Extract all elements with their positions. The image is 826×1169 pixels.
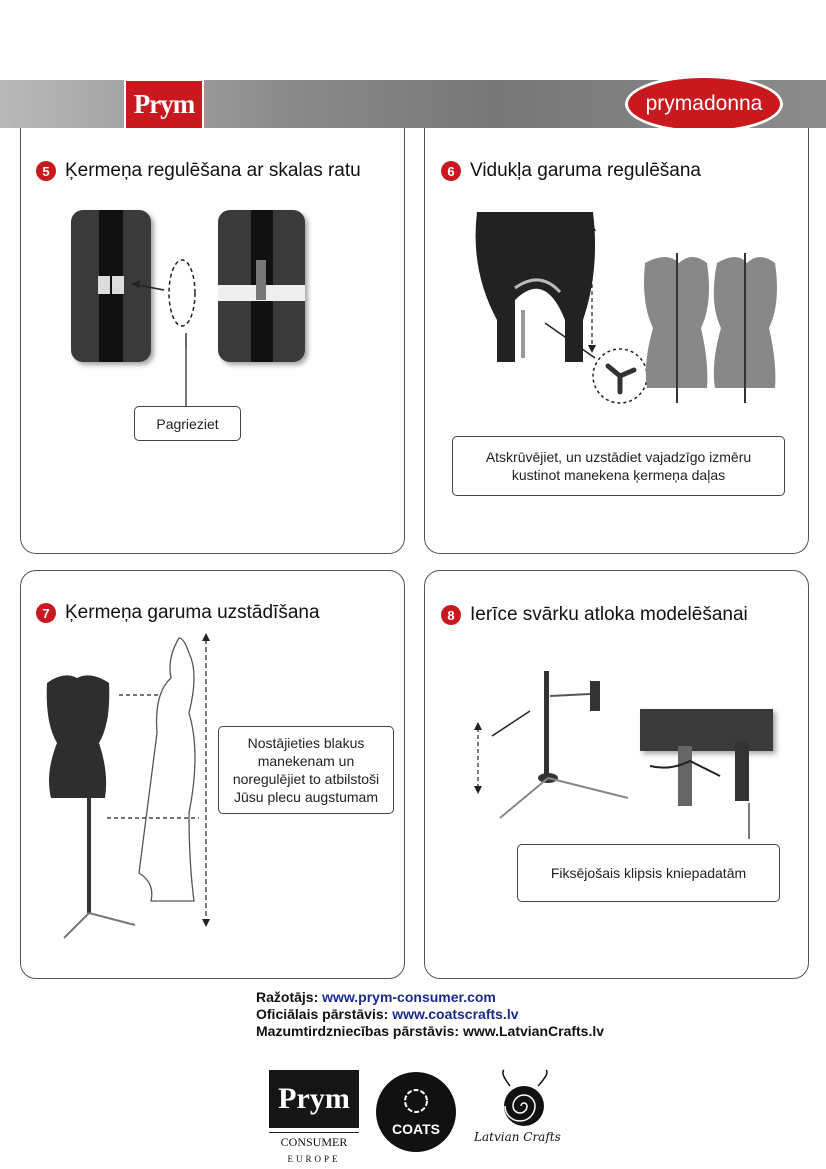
retail-link[interactable]: www.LatvianCrafts.lv: [462, 1023, 605, 1039]
rotate-label: Pagrieziet: [134, 406, 241, 441]
clip-detail-illustration: [650, 741, 760, 811]
unscrew-label-line1: Atskrūvējiet, un uzstādiet vajadzīgo izmēru: [485, 449, 752, 465]
coats-logo: [376, 1072, 456, 1152]
stand-next-line3: noregulējiet to atbilstoši: [232, 771, 380, 787]
latvian-crafts-logo: [470, 1068, 590, 1158]
unscrew-label-line2: kustinot manekena ķermeņa daļas: [511, 467, 726, 483]
step-7-heading: [36, 602, 320, 624]
prymadonna-logo: prymadonna: [625, 75, 783, 133]
representative-line: [256, 1006, 604, 1023]
representative-link[interactable]: www.coatscrafts.lv: [392, 1006, 519, 1022]
prym-logo: Prym: [124, 79, 204, 130]
manufacturer-link[interactable]: www.prym-consumer.com: [322, 989, 496, 1005]
panel-step-6: [424, 128, 809, 554]
leader-line: [747, 803, 751, 839]
prym-europe-text: EUROPE: [287, 1154, 341, 1164]
step-5-title: Ķermeņa regulēšana ar skalas ratu: [65, 160, 361, 181]
stand-next-label: [218, 726, 394, 814]
step-8-badge: 8: [441, 605, 461, 625]
step-7-badge: 7: [36, 603, 56, 623]
step-8-heading: [441, 604, 748, 626]
manufacturer-line: [256, 989, 604, 1006]
dial-photo-scale: [218, 210, 305, 362]
latvian-crafts-text: Latvian Crafts: [474, 1130, 561, 1144]
body-length-illustration: [39, 633, 219, 943]
retail-line: [256, 1023, 604, 1040]
step-7-title: Ķermeņa garuma uzstādīšana: [65, 602, 320, 623]
height-arrow-icon: [196, 633, 216, 928]
leader-line: [184, 333, 188, 408]
prym-consumer-logo: [269, 1070, 359, 1165]
clip-label: Fiksējošais klipsis kniepadatām: [517, 844, 780, 902]
rotate-arrow-icon: [126, 248, 206, 348]
step-5-heading: [36, 160, 361, 182]
step-6-badge: 6: [441, 161, 461, 181]
panel-step-7: [20, 570, 405, 979]
footer-contacts: [256, 989, 604, 1040]
coats-logo-text: COATS: [392, 1121, 440, 1137]
step-8-title: Ierīce svārku atloka modelēšanai: [470, 604, 748, 625]
prym-consumer-logo-mark: Prym: [278, 1082, 350, 1115]
panel-step-5: [20, 128, 405, 554]
coats-chain-icon: [396, 1087, 436, 1115]
spiral-icon: [470, 1068, 590, 1130]
knob-detail-icon: [540, 318, 650, 408]
prym-consumer-text: CONSUMER: [269, 1132, 359, 1150]
panel-step-8: [424, 570, 809, 979]
hem-marker-stand-illustration: [470, 666, 635, 826]
stand-next-line2: manekenam un: [257, 753, 355, 769]
stand-next-line4: Jūsu plecu augstumam: [234, 789, 378, 805]
manufacturer-label: Ražotājs:: [256, 989, 319, 1005]
step-6-title: Vidukļa garuma regulēšana: [470, 160, 701, 181]
retail-label: Mazumtirdzniecības pārstāvis:: [256, 1023, 460, 1039]
step-5-badge: 5: [36, 161, 56, 181]
representative-label: Oficiālais pārstāvis:: [256, 1006, 389, 1022]
stand-next-line1: Nostājieties blakus: [247, 735, 365, 751]
dress-forms-illustration: [637, 243, 782, 408]
unscrew-label: [452, 436, 785, 496]
step-6-heading: [441, 160, 701, 182]
